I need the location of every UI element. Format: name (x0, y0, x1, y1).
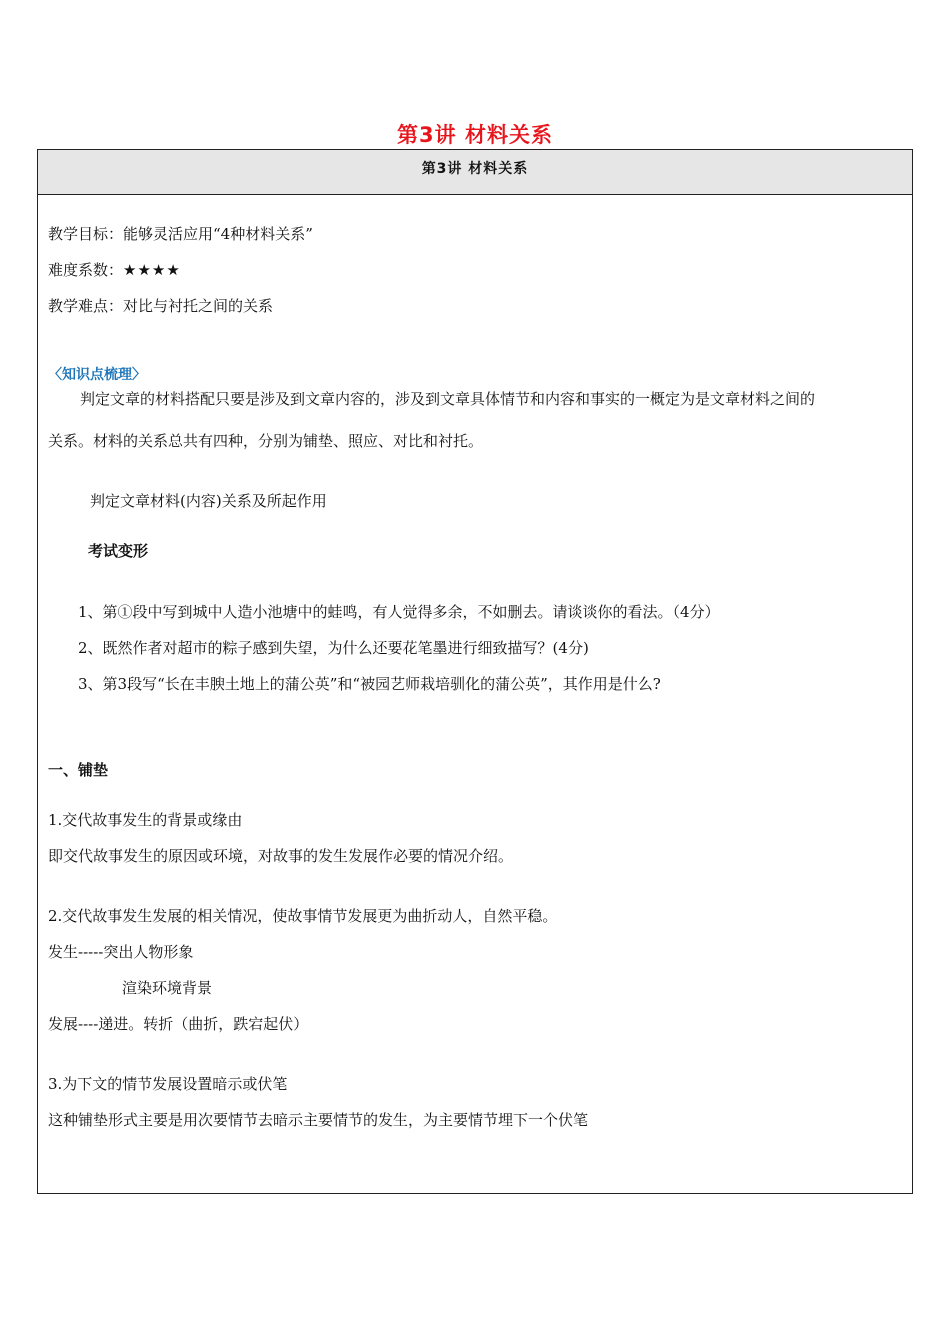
judge-relation-line: 判定文章材料(内容)关系及所起作用 (90, 492, 327, 510)
exam-variant-label: 考试变形 (88, 542, 149, 560)
item-2-line-a: 发生-----突出人物形象 (48, 943, 194, 961)
item-2-line-c: 发展----递进。转折（曲折，跌宕起伏） (48, 1015, 309, 1033)
item-3-description: 这种铺垫形式主要是用次要情节去暗示主要情节的发生，为主要情节埋下一个伏笔 (48, 1111, 589, 1129)
difficulty-label: 难度系数： (48, 261, 124, 279)
question-2: 2、既然作者对超市的粽子感到失望，为什么还要花笔墨进行细致描写？(4分) (78, 639, 589, 657)
teaching-difficulty: 教学难点：对比与衬托之间的关系 (48, 297, 274, 315)
question-1: 1、第①段中写到城中人造小池塘中的蛙鸣，有人觉得多余，不如删去。请谈谈你的看法。（4分） (78, 603, 720, 621)
lesson-table (37, 149, 913, 1194)
question-3: 3、第3段写“长在丰腴土地上的蒲公英”和“被园艺师栽培驯化的蒲公英”，其作用是什么? (78, 675, 661, 693)
knowledge-paragraph-line-1: 判定文章的材料搭配只要是涉及到文章内容的，涉及到文章具体情节和内容和事实的一概定为是文章材料之间的 (80, 390, 816, 408)
item-2-line-b: 渲染环境背景 (122, 979, 213, 997)
page-title: 第3讲 材料关系 (397, 123, 553, 147)
knowledge-section-label: 〈知识点梳理〉 (48, 367, 146, 383)
item-1-title: 1.交代故事发生的背景或缘由 (48, 811, 243, 829)
item-3-title: 3.为下文的情节发展设置暗示或伏笔 (48, 1075, 288, 1093)
item-1-description: 即交代故事发生的原因或环境，对故事的发生发展作必要的情况介绍。 (48, 847, 514, 865)
table-header-title: 第3讲 材料关系 (38, 150, 912, 195)
knowledge-paragraph-line-2: 关系。材料的关系总共有四种，分别为铺垫、照应、对比和衬托。 (48, 432, 484, 450)
item-2-title: 2.交代故事发生发展的相关情况，使故事情节发展更为曲折动人，自然平稳。 (48, 907, 558, 925)
teaching-objective: 教学目标：能够灵活应用“4种材料关系” (48, 225, 313, 243)
section-one-title: 一、铺垫 (48, 761, 109, 779)
difficulty-row (48, 260, 181, 280)
difficulty-stars: ★★★★ (123, 261, 181, 279)
